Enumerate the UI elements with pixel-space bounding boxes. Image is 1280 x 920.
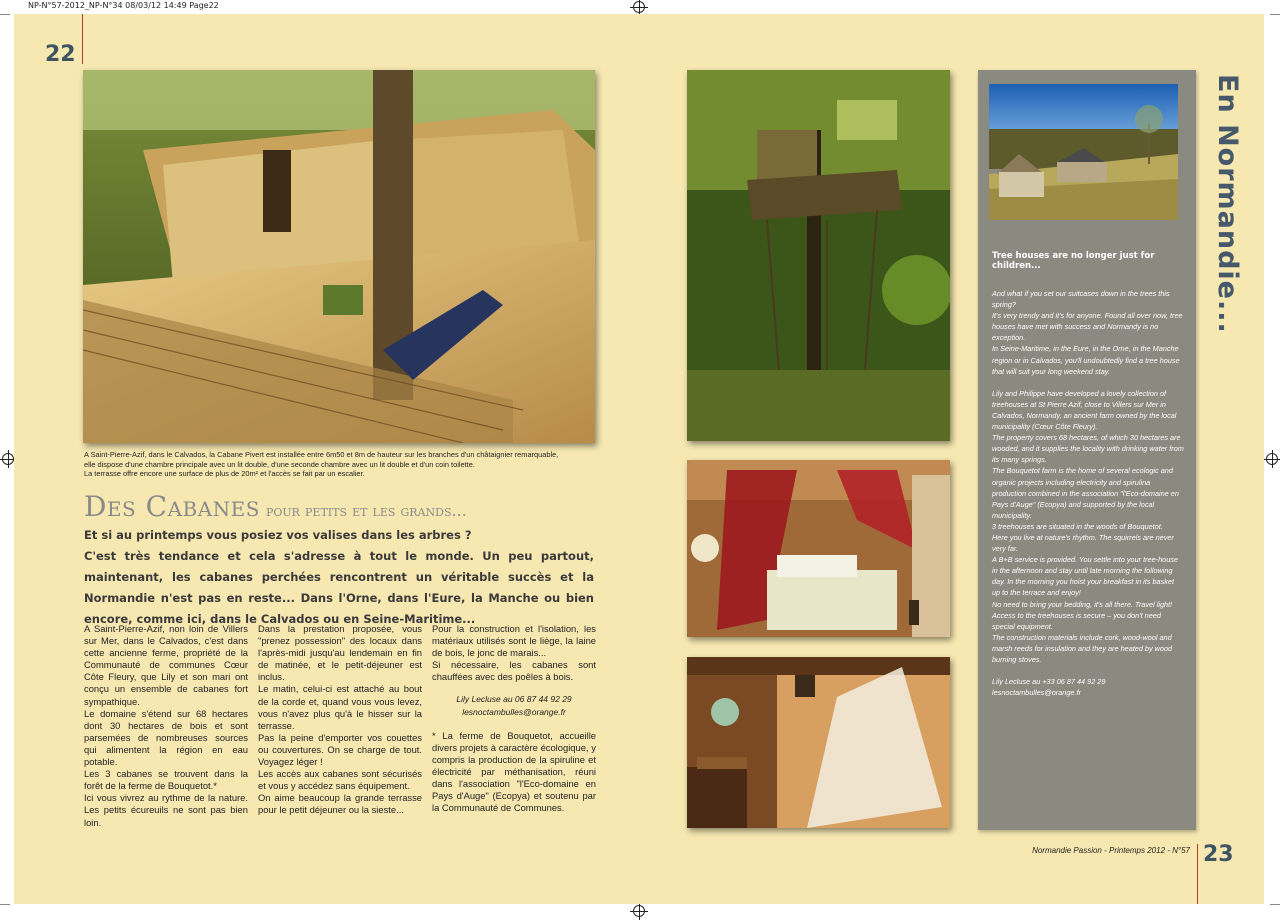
paragraph: On aime beaucoup la grande terrasse pour le petit déjeuner ou la sieste... <box>258 792 422 816</box>
crop-mark <box>1270 14 1280 15</box>
headline-main: Des Cabanes <box>84 490 260 523</box>
article-column-3 <box>432 623 596 814</box>
print-slug: NP-N°57-2012_NP-N°34 08/03/12 14:49 Page22 <box>28 1 219 10</box>
sidebar-paragraph: 3 treehouses are situated in the woods of Bouquetot. <box>992 521 1163 531</box>
page-number-left: 22 <box>45 42 76 67</box>
magazine-spread <box>14 14 1264 904</box>
sidebar-contact-email: lesnoctambulles@orange.fr <box>992 688 1081 698</box>
spacer <box>992 665 1184 676</box>
registration-mark-left <box>2 453 14 465</box>
paragraph: Les accès aux cabanes sont sécurisés et vous y accédez sans équipement. <box>258 768 422 792</box>
paragraph: Pour la construction et l'isolation, les matériaux utilisés sont le liège, la laine de bois, le jonc de marais... <box>432 623 596 659</box>
canopy-bed-photo <box>687 460 950 637</box>
sidebar-body <box>992 288 1184 698</box>
paragraph: Si nécessaire, les cabanes sont chauffées avec des poêles à bois. <box>432 659 596 683</box>
registration-mark-bottom <box>633 905 645 917</box>
footnote: * La ferme de Bouquetot, accueille divers projets à caractère écologique, y compris la production de la spiruline et électricité par méthanisation, réuni dans l'association "l'Eco-domaine en Pays d'Auge" (Ecopya) et soutenu par la Communauté de Communes. <box>432 729 596 814</box>
cabin-interior-photo <box>687 657 950 828</box>
sidebar-paragraph: Access to the treehouses is secure – you don't need special equipment. <box>992 610 1161 631</box>
paragraph: Le domaine s'étend sur 68 hectares dont 30 hectares de bois et sont parsemées de nombreuses sources qui alimentent la région en eau potable. <box>84 707 248 768</box>
lead-paragraph: C'est très tendance et cela s'adresse à tout le monde. Un peu partout, maintenant, les cabanes perchées rencontrent un véritable succès et la Normandie n'est pas en reste... Dans l'Orne, dans l'Eure, la Manche ou bien encore, comme ici, dans le Calvados ou en Seine-Maritime... <box>84 549 594 626</box>
sidebar-paragraph: And what if you set our suitcases down in the trees this spring? <box>992 289 1170 310</box>
photo-caption <box>84 450 596 479</box>
spacer <box>992 377 1184 388</box>
english-sidebar <box>978 70 1196 830</box>
page-number-rule <box>82 14 83 64</box>
page-number-right: 23 <box>1203 842 1234 867</box>
page-number-rule <box>1197 844 1198 904</box>
sidebar-paragraph: A B+B service is provided. You settle into your tree-house in the afternoon and stay until late morning the following day. In the morning you hoist your breakfast in its basket up to the terrace and enjoy! <box>992 555 1178 598</box>
paragraph: Pas la peine d'emporter vos couettes ou couvertures. On se charge de tout. Voyagez léger ! <box>258 731 422 768</box>
article-column-1 <box>84 623 248 829</box>
treehouse-forest-photo <box>687 70 950 441</box>
contact-email: lesnoctambulles@orange.fr <box>462 706 566 717</box>
farmhouse-landscape-photo <box>989 84 1178 220</box>
crop-mark <box>1270 904 1280 905</box>
sidebar-title: Tree houses are no longer just for children... <box>992 251 1155 271</box>
caption-line: La terrasse offre encore une surface de plus de 20m² et l'accès se fait par un escalier. <box>84 469 365 479</box>
sidebar-paragraph: No need to bring your bedding, it's all there. Travel light! <box>992 599 1173 609</box>
page-footer: Normandie Passion - Printemps 2012 - N°57 <box>1032 846 1190 855</box>
article-headline <box>84 490 604 523</box>
crop-mark <box>0 14 10 15</box>
paragraph: Ici vous vivrez au rythme de la nature. Les petits écureuils ne sont pas bien loin. <box>84 792 248 828</box>
paragraph: A Saint-Pierre-Azif, non loin de Villers sur Mer, dans le Calvados, c'est dans cette ancienne ferme, propriété de la Communauté de communes Cœur Côte Fleury, que Lily et son mari ont conçu un ensemble de cabanes fort sympathique. <box>84 623 248 707</box>
sidebar-paragraph: The property covers 68 hectares, of which 30 hectares are wooded, and it supplies the locality with drinking water from its many springs. <box>992 433 1184 465</box>
headline-sub: pour petits et les grands... <box>265 501 467 520</box>
article-lead <box>84 525 594 630</box>
paragraph: Dans la prestation proposée, vous "prenez possession" des locaux dans l'après-midi jusqu'au lendemain en fin de matinée, et le petit-déjeuner est inclus. <box>258 623 422 683</box>
registration-mark-right <box>1266 453 1278 465</box>
sidebar-contact-phone: Lily Lecluse au +33 06 87 44 92 29 <box>992 677 1106 687</box>
lead-question: Et si au printemps vous posiez vos valises dans les arbres ? <box>84 528 472 542</box>
paragraph: Le matin, celui-ci est attaché au bout de la corde et, quand vous vous levez, vous n'avez plus qu'à le hisser sur la terrasse. <box>258 683 422 731</box>
contact-block <box>432 693 596 717</box>
article-column-2 <box>258 623 422 817</box>
sidebar-paragraph: Here you live at nature's rhythm. The squirrels are never very far. <box>992 532 1174 554</box>
sidebar-paragraph: Lily and Philippe have developed a lovely collection of treehouses at St Pierre Azif, close to Villers sur Mer in Calvados, Normandy, an ancient farm owned by the local municipality (Cœur Côte Fleury). <box>992 388 1177 432</box>
crop-mark <box>0 904 10 905</box>
sidebar-paragraph: It's very trendy and it's for anyone. Found all over now, tree houses have met with success and Normandy is no exception. <box>992 311 1183 343</box>
caption-line: elle dispose d'une chambre principale avec un lit double, d'une seconde chambre avec un lit double et d'un coin toilette. <box>84 459 475 469</box>
section-title-vertical: En Normandie... <box>1212 74 1243 334</box>
caption-line: A Saint-Pierre-Azif, dans le Calvados, la Cabane Pivert est installée entre 6m50 et 8m de hauteur sur les branches d'un châtaignier remarquable, <box>84 450 559 459</box>
registration-mark-top <box>633 1 645 13</box>
paragraph: Les 3 cabanes se trouvent dans la forêt de la ferme de Bouquetot.* <box>84 768 248 792</box>
sidebar-paragraph: The Bouquetot farm is the home of several ecologic and organic projects including electricity and spirulina production combined in the association "l'Eco-domaine en Pays d'Auge" (Ecopya) and supported by the local municipality. <box>992 466 1179 520</box>
sidebar-paragraph: In Seine-Maritime, in the Eure, in the Orne, in the Manche region or in Calvados, you'll undoubtedly find a tree house that will suit your long weekend stay. <box>992 344 1180 376</box>
treehouse-terrace-photo <box>83 70 595 443</box>
sidebar-paragraph: The construction materials include cork, wood-wool and marsh reeds for insulation and they are heated by wood burning stoves. <box>992 632 1173 664</box>
contact-phone: Lily Lecluse au 06 87 44 92 29 <box>456 694 572 705</box>
